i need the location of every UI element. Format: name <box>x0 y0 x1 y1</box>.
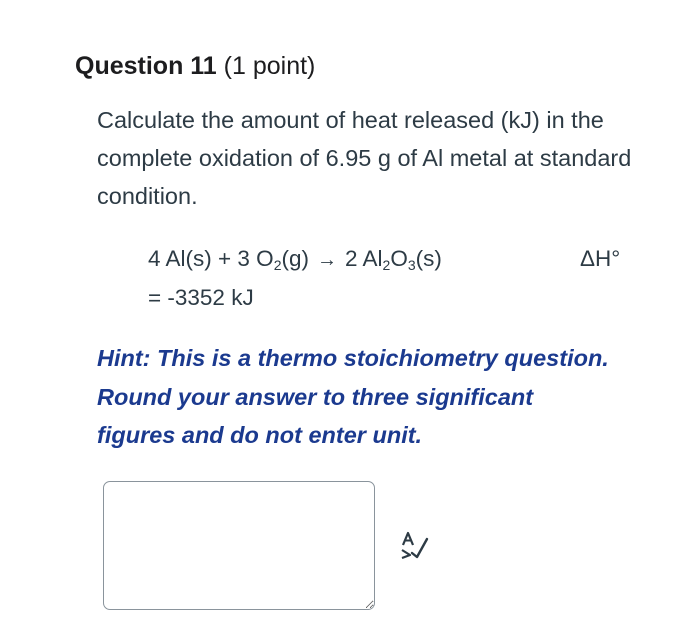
hint-text: Hint: This is a thermo stoichiometry question. Round your answer to three significant figures and do not enter unit. <box>97 345 609 448</box>
o2-subscript: 2 <box>273 257 282 273</box>
question-text: Calculate the amount of heat released (kJ) in the complete oxidation of 6.95 g of Al metal at standard condition. <box>97 107 632 209</box>
equation-line <box>148 240 648 279</box>
chemical-equation <box>148 240 648 317</box>
spell-check-icon[interactable] <box>398 531 432 559</box>
equation-product-state: (s) <box>415 246 442 271</box>
equation-product-prefix: 2 Al <box>344 246 383 271</box>
question-body <box>97 101 657 215</box>
answer-input[interactable] <box>103 481 375 610</box>
enthalpy-label: ΔH° <box>580 246 621 271</box>
enthalpy-value: = -3352 kJ <box>148 285 254 310</box>
question-title: Question 11 <box>75 52 217 80</box>
equation-product-mid: O <box>390 246 408 271</box>
al-subscript: 2 <box>382 257 391 273</box>
o-subscript: 3 <box>407 257 416 273</box>
equation-reactants: 4 Al(s) + 3 O <box>148 246 274 271</box>
question-points: (1 point) <box>223 52 316 80</box>
question-header <box>75 48 315 84</box>
equation-reactant-state: (g) <box>281 246 309 271</box>
reaction-arrow: → <box>316 249 337 271</box>
